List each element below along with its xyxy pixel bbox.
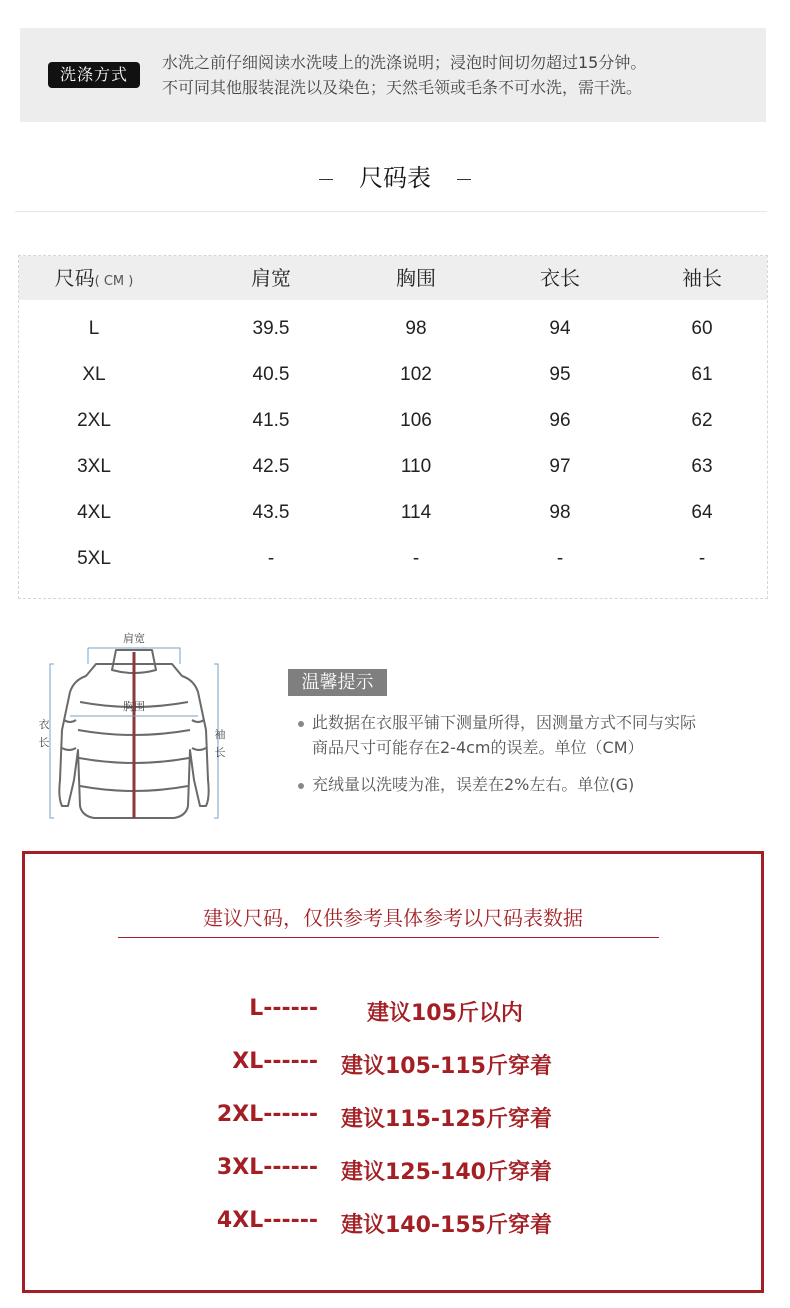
cell-size: XL	[82, 364, 106, 385]
recommendation-size: 4XL------	[216, 1208, 318, 1233]
cell-sleeve: -	[698, 548, 706, 569]
cell-size: 5XL	[77, 548, 111, 569]
header-sleeve: 袖长	[682, 266, 722, 290]
header-size	[19, 256, 169, 300]
recommendation-desc: 建议105斤以内	[367, 1001, 523, 1026]
tip-2	[298, 772, 634, 797]
washing-text	[162, 50, 646, 100]
recommendation-title: 建议尺码，仅供参考具体参考以尺码表数据	[203, 906, 583, 930]
cell-shoulder: 42.5	[252, 456, 290, 477]
cell-chest: 114	[400, 502, 432, 523]
cell-sleeve: 60	[691, 318, 713, 339]
cell-sleeve: 64	[691, 502, 713, 523]
table-row	[19, 352, 767, 398]
cell-chest: 106	[400, 410, 432, 431]
header-size-unit: ( CM )	[94, 274, 134, 289]
cell-chest: 110	[400, 456, 432, 477]
cell-shoulder: 43.5	[252, 502, 290, 523]
title-divider	[15, 211, 767, 212]
recommendation-item	[25, 1208, 761, 1242]
table-header	[19, 256, 767, 300]
header-size-label: 尺码	[54, 266, 95, 290]
cell-shoulder: 40.5	[252, 364, 290, 385]
recommendation-size: 3XL------	[216, 1155, 318, 1180]
size-recommendation	[22, 851, 764, 1293]
recommendation-desc: 建议140-155斤穿着	[341, 1213, 552, 1238]
table-row	[19, 398, 767, 444]
recommendation-divider	[118, 937, 659, 938]
diagram-label-length-1: 衣	[38, 718, 50, 731]
washing-badge: 洗涤方式	[48, 62, 140, 88]
cell-size: L	[88, 318, 100, 339]
cell-shoulder: 41.5	[252, 410, 290, 431]
jacket-diagram	[34, 630, 234, 830]
tip-1	[298, 710, 696, 760]
bullet-icon	[298, 783, 304, 789]
recommendation-item	[25, 1049, 761, 1083]
tip-1-line-1: 此数据在衣服平铺下测量所得，因测量方式不同与实际	[312, 713, 697, 732]
cell-length: 96	[549, 410, 571, 431]
table-row	[19, 536, 767, 582]
cell-size: 3XL	[77, 456, 111, 477]
diagram-label-chest: 胸围	[123, 700, 145, 713]
size-chart-title	[0, 158, 790, 193]
recommendation-size: XL------	[232, 1049, 318, 1074]
recommendation-item	[25, 1155, 761, 1189]
washing-line-2: 不可同其他服装混洗以及染色；天然毛领或毛条不可水洗，需干洗。	[162, 78, 643, 97]
washing-instructions	[20, 28, 766, 122]
recommendation-size: 2XL------	[216, 1102, 318, 1127]
bullet-icon	[298, 721, 304, 727]
cell-sleeve: 62	[691, 410, 713, 431]
diagram-label-sleeve-1: 袖	[214, 728, 226, 741]
recommendation-size: L------	[249, 996, 318, 1021]
cell-sleeve: 63	[691, 456, 713, 477]
table-row	[19, 490, 767, 536]
recommendation-item	[25, 1102, 761, 1136]
diagram-label-shoulder: 肩宽	[123, 632, 145, 645]
cell-size: 2XL	[77, 410, 111, 431]
cell-length: 95	[549, 364, 571, 385]
size-chart-title-text: 尺码表	[359, 164, 431, 192]
cell-size: 4XL	[77, 502, 111, 523]
title-dash-right	[457, 179, 471, 180]
recommendation-desc: 建议125-140斤穿着	[341, 1160, 552, 1185]
size-table	[18, 255, 768, 599]
recommendation-item	[25, 996, 761, 1030]
table-row	[19, 444, 767, 490]
cell-shoulder: 39.5	[252, 318, 290, 339]
diagram-label-length-2: 长	[38, 736, 50, 749]
cell-shoulder: -	[267, 548, 275, 569]
diagram-label-sleeve-2: 长	[214, 746, 226, 759]
cell-sleeve: 61	[691, 364, 713, 385]
cell-chest: 102	[400, 364, 432, 385]
header-shoulder: 肩宽	[251, 266, 291, 290]
recommendation-desc: 建议115-125斤穿着	[341, 1107, 552, 1132]
cell-length: -	[556, 548, 564, 569]
cell-length: 98	[549, 502, 571, 523]
washing-line-1: 水洗之前仔细阅读水洗唛上的洗涤说明；浸泡时间切勿超过15分钟。	[162, 53, 647, 72]
cell-chest: -	[412, 548, 420, 569]
tip-1-line-2: 商品尺寸可能存在2-4cm的误差。单位（CM）	[312, 738, 644, 757]
cell-chest: 98	[405, 318, 427, 339]
cell-length: 97	[549, 456, 571, 477]
recommendation-desc: 建议105-115斤穿着	[341, 1054, 552, 1079]
header-chest: 胸围	[396, 266, 436, 290]
header-length: 衣长	[540, 266, 580, 290]
table-row	[19, 306, 767, 352]
tip-2-text: 充绒量以洗唛为准，误差在2%左右。单位(G)	[312, 775, 635, 794]
title-dash-left	[319, 179, 333, 180]
tips-badge: 温馨提示	[288, 669, 387, 696]
cell-length: 94	[549, 318, 571, 339]
